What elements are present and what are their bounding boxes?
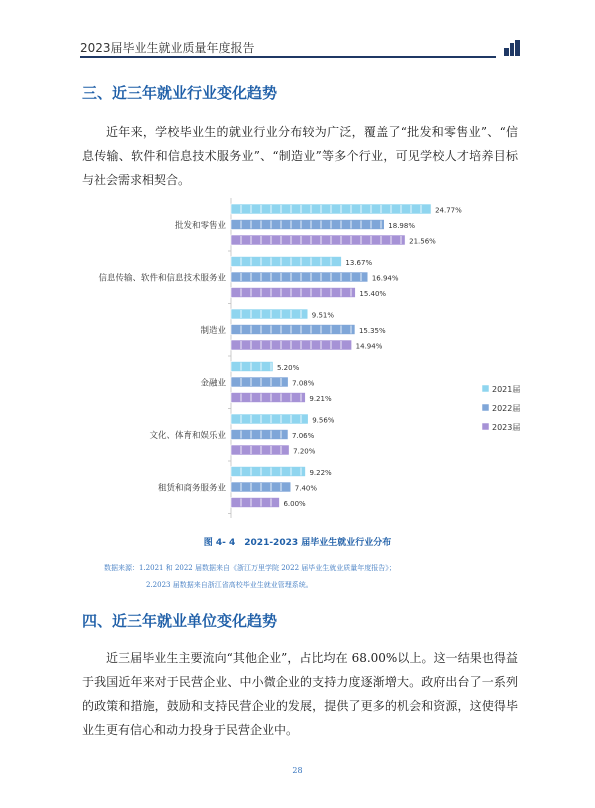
category-label: 租赁和商务服务业 (157, 483, 226, 494)
section-3-paragraph: 近年来，学校毕业生的就业行业分布较为广泛，覆盖了“批发和零售业”、“信息传输、软件和信息技术服务业”、“制造业”等多个行业，可见学校人才培养目标与社会需求相契合。 (82, 125, 518, 187)
bar-2022届-制造业 (231, 325, 355, 335)
bar-logo-icon (504, 40, 520, 56)
figure-caption: 图 4- 4 2021-2023 届毕业生就业行业分布 (203, 538, 392, 548)
page-header (80, 36, 520, 58)
category-label: 文化、体育和娱乐业 (149, 431, 226, 441)
data-label: 9.21% (309, 395, 332, 403)
section-4-title: 四、近三年就业单位变化趋势 (82, 612, 278, 630)
bar-2021届-制造业 (231, 309, 308, 319)
data-label: 9.56% (312, 416, 335, 425)
data-label: 18.98% (388, 222, 416, 230)
bar-2023届-信息传输、软件和信息技术服务业 (231, 288, 355, 298)
data-label: 9.22% (309, 469, 332, 477)
category-label: 信息传输、软件和信息技术服务业 (98, 273, 226, 284)
data-label: 7.20% (293, 447, 316, 456)
data-label: 9.51% (311, 311, 335, 320)
legend-label: 2022届 (492, 404, 521, 413)
bar-2021届-租赁和商务服务业 (231, 467, 305, 477)
data-label: 15.40% (359, 290, 387, 298)
category-label: 制造业 (200, 326, 226, 336)
bar-2023届-金融业 (231, 393, 305, 403)
section-4-paragraph: 近三届毕业生主要流向“其他企业”，占比均在 68.00%以上。这一结果也得益于我国近年来对于民营企业、中小微企业的支持力度逐渐增大。政府出台了一系列的政策和措施，鼓励和支持民营企业的发展，提供了更多的机会和资源，这使得毕业生更有信心和动力投身于民营企业中。 (82, 651, 518, 737)
bar-2021届-文化、体育和娱乐业 (231, 414, 308, 424)
data-label: 6.00% (283, 500, 306, 508)
bar-2023届-租赁和商务服务业 (231, 498, 279, 508)
bar-2023届-文化、体育和娱乐业 (231, 445, 289, 455)
data-label: 5.20% (277, 364, 300, 372)
legend-swatch (482, 423, 489, 430)
data-source-note-2: 2.2023 届数据来自浙江省高校毕业生就业管理系统。 (146, 581, 313, 589)
bar-2021届-金融业 (231, 362, 273, 372)
data-label: 13.67% (345, 259, 373, 267)
legend-swatch (482, 385, 489, 392)
header-divider (80, 56, 496, 58)
industry-distribution-chart (78, 196, 538, 526)
report-title: 2023届毕业生就业质量年度报告 (80, 41, 255, 55)
data-label: 15.35% (358, 327, 386, 335)
category-label: 批发和零售业 (174, 221, 226, 231)
legend-swatch (482, 404, 489, 411)
legend-label: 2023届 (492, 423, 521, 432)
category-label: 金融业 (200, 378, 226, 389)
data-label: 14.94% (355, 342, 383, 351)
data-label: 7.40% (294, 484, 318, 493)
bar-2023届-批发和零售业 (231, 235, 405, 245)
section-3-title: 三、近三年就业行业变化趋势 (82, 84, 278, 102)
data-label: 21.56% (409, 237, 436, 246)
page-number: 28 (292, 766, 303, 775)
bar-2022届-文化、体育和娱乐业 (231, 430, 288, 440)
data-label: 7.08% (292, 379, 315, 388)
data-label: 24.77% (435, 206, 462, 215)
legend-label: 2021届 (492, 385, 521, 394)
data-label: 16.94% (371, 274, 399, 283)
data-source-note-1: 数据来源：1.2021 和 2022 届数据来自《浙江万里学院 2022 届毕业生就业质量年度报告》； (104, 564, 396, 572)
bar-2022届-信息传输、软件和信息技术服务业 (231, 272, 368, 282)
data-label: 7.06% (292, 432, 315, 440)
bar-2021届-信息传输、软件和信息技术服务业 (231, 257, 341, 267)
bar-2022届-金融业 (231, 377, 288, 387)
